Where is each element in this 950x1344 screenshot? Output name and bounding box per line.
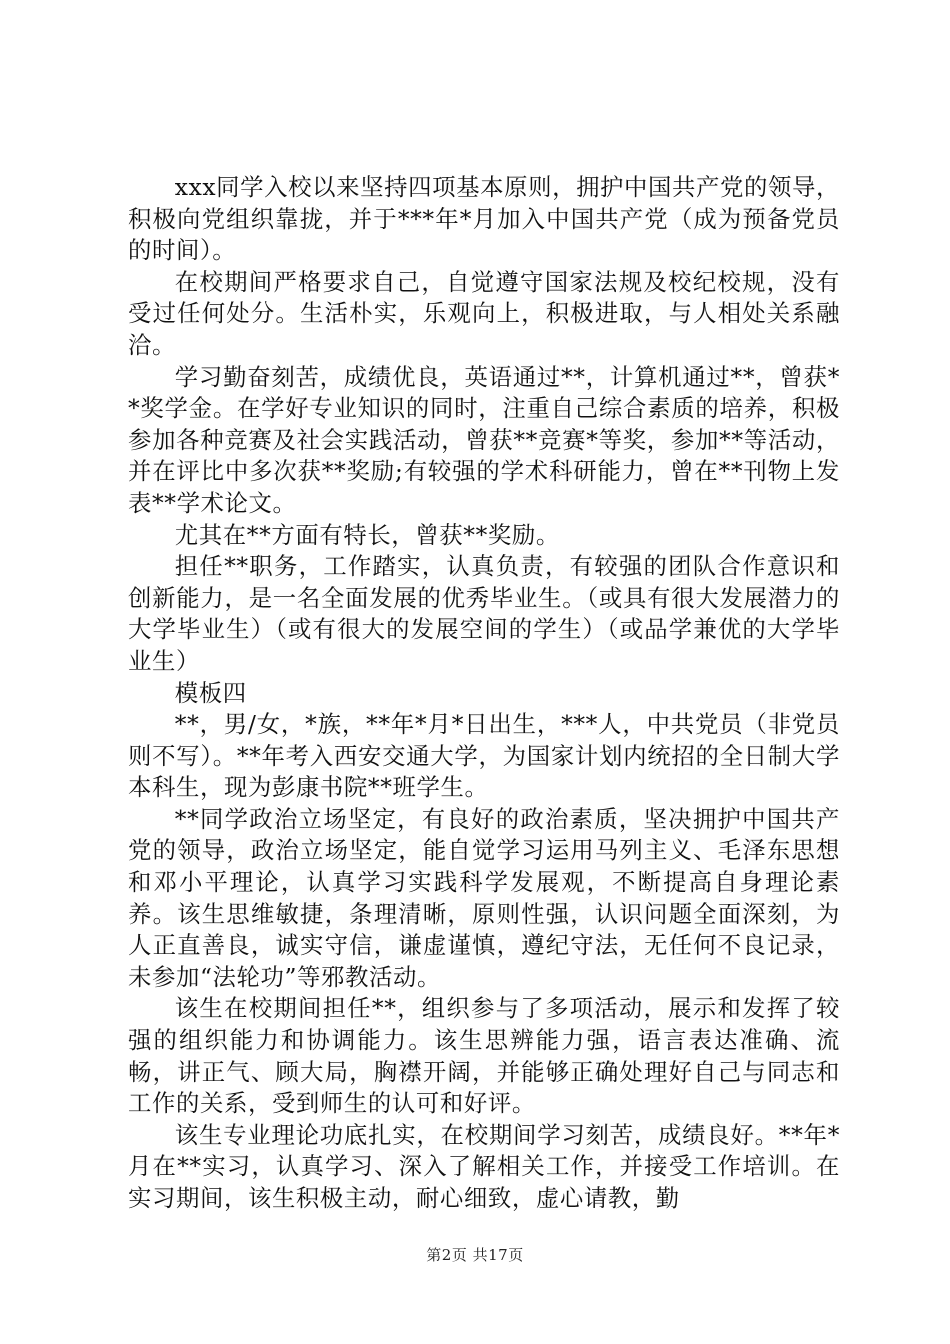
paragraph-political-stance: **同学政治立场坚定，有良好的政治素质，坚决拥护中国共产党的领导，政治立场坚定，能自觉学习运用马列主义、毛泽东思想和邓小平理论，认真学习实践科学发展观，不断提高自身理论素养。该生思维敏捷，条理清晰，原则性强，认识问题全面深刻，为人正直善良，诚实守信，谦虚谨慎，遵纪守法，无任何不良记录，未参加“法轮功”等邪教活动。: [128, 804, 840, 991]
paragraph-party-membership: xxx同学入校以来坚持四项基本原则，拥护中国共产党的领导，积极向党组织靠拢，并于***年*月加入中国共产党（成为预备党员的时间）。: [128, 173, 840, 265]
template-heading: 模板四: [174, 678, 247, 707]
page-number-footer: 第2页 共17页: [426, 1246, 524, 1264]
paragraph-internship: 该生专业理论功底扎实，在校期间学习刻苦，成绩良好。**年*月在**实习，认真学习、深入了解相关工作，并接受工作培训。在实习期间，该生积极主动，耐心细致，虚心请教，勤: [128, 1120, 840, 1212]
paragraph-basic-info: **，男/女，*族，**年*月*日出生，***人，中共党员（非党员则不写）。**年考入西安交通大学，为国家计划内统招的全日制大学本科生，现为彭康书院**班学生。: [128, 710, 840, 802]
paragraph-specialty: 尤其在**方面有特长，曾获**奖励。: [174, 520, 560, 549]
paragraph-activities: 该生在校期间担任**，组织参与了多项活动，展示和发挥了较强的组织能力和协调能力。该生思辨能力强，语言表达准确、流畅，讲正气、顾大局，胸襟开阔，并能够正确处理好自己与同志和工作的关系，受到师生的认可和好评。: [128, 994, 840, 1118]
paragraph-study: 学习勤奋刻苦，成绩优良，英语通过**，计算机通过**，曾获**奖学金。在学好专业知识的同时，注重自己综合素质的培养，积极参加各种竞赛及社会实践活动，曾获**竞赛*等奖，参加**等活动，并在评比中多次获**奖励;有较强的学术科研能力，曾在**刊物上发表**学术论文。: [128, 362, 840, 517]
paragraph-discipline: 在校期间严格要求自己，自觉遵守国家法规及校纪校规，没有受过任何处分。生活朴实，乐观向上，积极进取，与人相处关系融洽。: [128, 267, 840, 359]
paragraph-duty: 担任**职务，工作踏实，认真负责，有较强的团队合作意识和创新能力，是一名全面发展的优秀毕业生。（或具有很大发展潜力的大学毕业生）（或有很大的发展空间的学生）（或品学兼优的大学毕业生）: [128, 552, 840, 675]
document-body: [128, 172, 840, 1215]
